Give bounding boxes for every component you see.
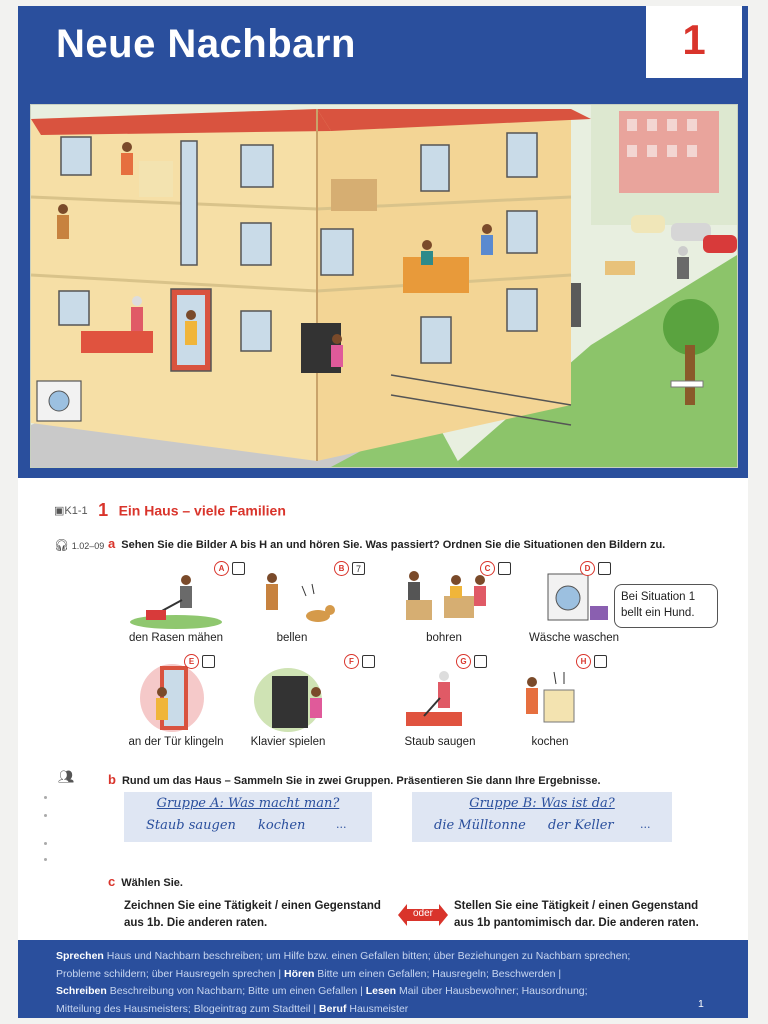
page-title: Neue Nachbarn bbox=[56, 22, 356, 66]
group-a-entry: ... bbox=[336, 818, 347, 831]
skill-label: Sprechen bbox=[56, 950, 104, 962]
skill-text: Bitte um einen Gefallen; Hausregeln; Beschwerden | bbox=[314, 967, 562, 980]
answer-box[interactable] bbox=[362, 655, 375, 668]
option-line: aus 1b. Die anderen raten. bbox=[124, 917, 268, 929]
group-a-entry: kochen bbox=[258, 818, 306, 833]
option-line: Stellen Sie eine Tätigkeit / einen Gegenstand bbox=[454, 900, 699, 912]
caption: kochen bbox=[531, 736, 569, 748]
skill-label: Beruf bbox=[319, 1002, 347, 1015]
picture-letter: E bbox=[184, 654, 199, 669]
section-number: 1 bbox=[98, 500, 109, 520]
section-heading bbox=[54, 500, 286, 521]
piano-icon bbox=[228, 662, 348, 734]
answer-badge-d bbox=[580, 561, 611, 576]
workbook-reference: K1-1 bbox=[64, 505, 88, 517]
picture-item-h bbox=[490, 662, 610, 748]
answer-badge-c bbox=[480, 561, 511, 576]
skill-label: Hören bbox=[284, 967, 315, 980]
skill-label: Lesen bbox=[365, 985, 397, 997]
speech-bubble bbox=[614, 584, 718, 628]
answer-badge-h bbox=[576, 654, 607, 669]
cooking-icon bbox=[490, 662, 610, 734]
picture-letter: G bbox=[456, 654, 471, 669]
option-line: Zeichnen Sie eine Tätigkeit / einen Gegenstand bbox=[124, 900, 381, 912]
speech-line: bellt ein Hund. bbox=[621, 607, 695, 619]
group-b-entry: die Mülltonne bbox=[434, 818, 526, 833]
group-a-heading: Gruppe A: Was macht man? bbox=[156, 796, 340, 811]
task-letter: b bbox=[108, 772, 116, 787]
group-b-entry: ... bbox=[640, 818, 651, 831]
chapter-number: 1 bbox=[682, 16, 706, 63]
picture-letter: F bbox=[344, 654, 359, 669]
chapter-number-box bbox=[646, 6, 742, 78]
skill-text: Probleme schildern; über Hausregeln sprechen | bbox=[56, 967, 285, 980]
skill-text: Beschreibung von Nachbarn; Bitte um einen Gefallen | bbox=[106, 985, 366, 997]
group-b-heading: Gruppe B: Was ist da? bbox=[469, 796, 615, 811]
oder-label: oder bbox=[412, 908, 433, 919]
house-scene-icon bbox=[31, 105, 737, 467]
caption: den Rasen mähen bbox=[129, 632, 223, 644]
answer-badge-b bbox=[334, 561, 365, 576]
section-title: Ein Haus – viele Familien bbox=[118, 502, 286, 519]
workbook-icon: ▣K1-1 bbox=[54, 505, 88, 517]
answer-box[interactable] bbox=[594, 655, 607, 668]
margin-dot bbox=[44, 842, 47, 845]
picture-item-a bbox=[116, 566, 236, 644]
caption: an der Tür klingeln bbox=[128, 736, 224, 748]
answer-box[interactable] bbox=[474, 655, 487, 668]
picture-item-e bbox=[116, 662, 236, 748]
people-icon: 👥︎ bbox=[58, 770, 75, 785]
audio-track bbox=[54, 538, 104, 552]
answer-box[interactable]: 7 bbox=[352, 562, 365, 575]
skill-text: Haus und Nachbarn beschreiben; um Hilfe bzw. einen Gefallen bitten; über Beziehungen zu Nachbarn sprechen; bbox=[103, 950, 631, 962]
skill-label: Schreiben bbox=[56, 985, 107, 997]
group-b-entry: der Keller bbox=[548, 818, 614, 833]
picture-item-g bbox=[380, 662, 500, 748]
vacuum-icon bbox=[380, 662, 500, 734]
group-a-box bbox=[124, 792, 372, 842]
skill-text: Hausmeister bbox=[346, 1002, 409, 1015]
picture-letter: C bbox=[480, 561, 495, 576]
caption: bellen bbox=[276, 632, 308, 644]
task-a-instruction bbox=[108, 536, 665, 551]
chapter-header bbox=[18, 6, 748, 478]
picture-letter: H bbox=[576, 654, 591, 669]
margin-dot bbox=[44, 796, 47, 799]
option-line: aus 1b pantomimisch dar. Die anderen raten. bbox=[454, 917, 699, 929]
caption: Wäsche waschen bbox=[528, 632, 620, 644]
margin-dot bbox=[44, 814, 47, 817]
group-a-entry: Staub saugen bbox=[146, 818, 236, 833]
task-letter: a bbox=[108, 536, 116, 551]
picture-letter: A bbox=[214, 561, 229, 576]
audio-track-number: 1.02–09 bbox=[71, 541, 105, 551]
option-mime bbox=[454, 898, 724, 932]
oder-arrow bbox=[398, 904, 448, 926]
task-text: Rund um das Haus – Sammeln Sie in zwei Gruppen. Präsentieren Sie dann Ihre Ergebnisse. bbox=[121, 775, 601, 787]
answer-box[interactable] bbox=[202, 655, 215, 668]
task-letter: c bbox=[108, 874, 116, 889]
group-b-box bbox=[412, 792, 672, 842]
speech-line: Bei Situation 1 bbox=[621, 591, 696, 603]
answer-badge-g bbox=[456, 654, 487, 669]
answer-badge-f bbox=[344, 654, 375, 669]
doorbell-icon bbox=[116, 662, 236, 734]
task-b-instruction bbox=[108, 772, 601, 787]
task-text: Wählen Sie. bbox=[121, 877, 183, 889]
task-text: Sehen Sie die Bilder A bis H an und hören Sie. Was passiert? Ordnen Sie die Situationen den Bildern zu. bbox=[121, 539, 666, 551]
picture-item-c bbox=[384, 566, 504, 644]
margin-dot bbox=[44, 858, 47, 861]
page-number: 1 bbox=[698, 998, 704, 1010]
caption: Klavier spielen bbox=[250, 736, 326, 748]
answer-box[interactable] bbox=[498, 562, 511, 575]
answer-box[interactable] bbox=[598, 562, 611, 575]
textbook-page bbox=[18, 6, 748, 1018]
picture-letter: B bbox=[334, 561, 349, 576]
picture-item-b bbox=[232, 566, 352, 644]
skill-text: Mitteilung des Hausmeisters; Blogeintrag zum Stadtteil | bbox=[56, 1002, 320, 1015]
task-c-instruction bbox=[108, 874, 183, 889]
headphones-icon: 🎧︎ bbox=[54, 538, 70, 552]
picture-item-f bbox=[228, 662, 348, 748]
learning-goals-text bbox=[56, 948, 696, 1018]
answer-badge-e bbox=[184, 654, 215, 669]
skill-text: Mail über Hausbewohner; Hausordnung; bbox=[396, 985, 588, 997]
house-illustration bbox=[30, 104, 738, 468]
picture-letter: D bbox=[580, 561, 595, 576]
caption: Staub saugen bbox=[404, 736, 476, 748]
caption: bohren bbox=[426, 632, 462, 644]
option-draw bbox=[124, 898, 404, 932]
learning-goals-footer bbox=[18, 940, 748, 1018]
